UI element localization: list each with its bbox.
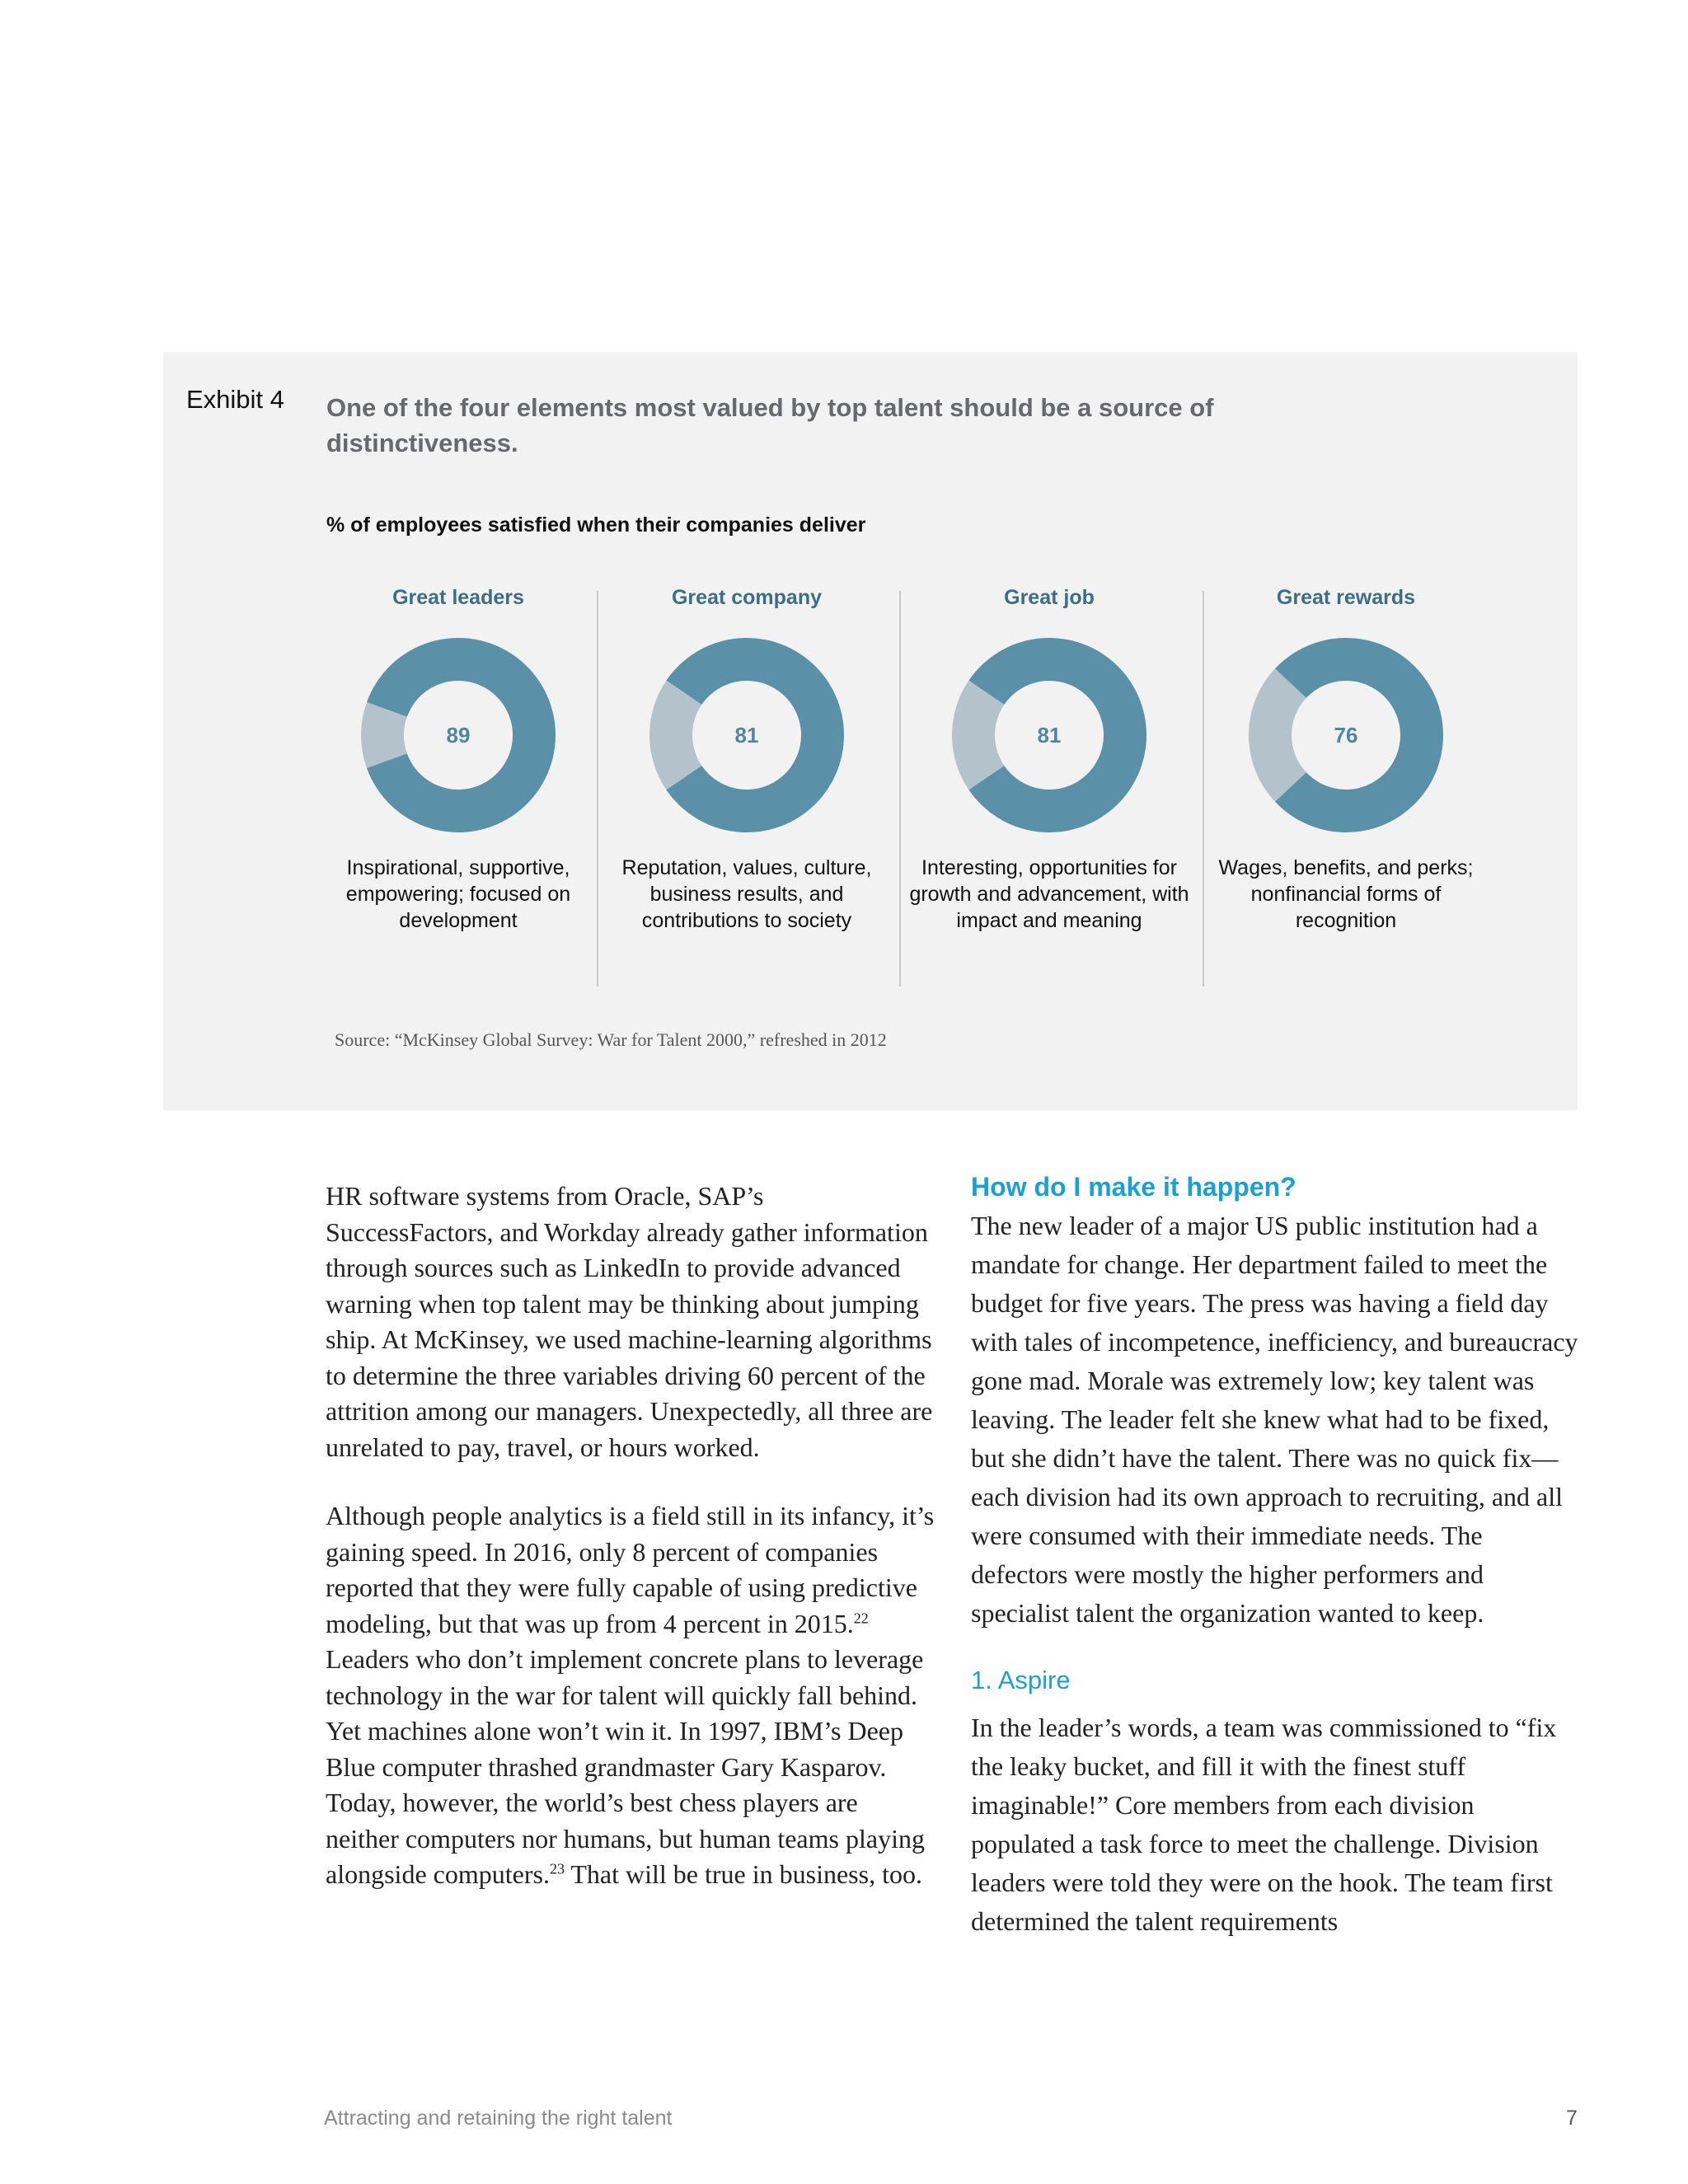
footnote-ref: 23 — [549, 1860, 565, 1877]
page-number: 7 — [1566, 2107, 1578, 2130]
donut-value-label: 81 — [1037, 723, 1062, 748]
footer-title: Attracting and retaining the right talent — [324, 2107, 673, 2130]
right-column — [971, 1170, 1581, 1941]
column-divider — [899, 591, 901, 987]
donut-chart — [946, 632, 1152, 838]
exhibit-source: Source: “McKinsey Global Survey: War for Talent 2000,” refreshed in 2012 — [335, 1029, 887, 1050]
body-text: Leaders who don’t implement concrete plans to leverage technology in the war for talent will quickly fall behind. Yet machines alone won’t win it. In 1997, IBM’s Deep Blue computer thrashed grandmaster Gary Kasparov. Today, however, the world’s best chess players are neither computers nor humans, but human teams playing alongside computers. — [326, 1644, 925, 1889]
donut-value-label: 76 — [1334, 723, 1358, 748]
body-text: That will be true in business, too. — [564, 1859, 922, 1889]
column-divider — [597, 591, 598, 987]
subsection-heading: 1. Aspire — [971, 1666, 1071, 1694]
donut-heading: Great job — [1004, 586, 1095, 609]
donut-chart — [355, 632, 561, 838]
body-paragraph — [326, 1498, 935, 1893]
donut-chart — [644, 632, 850, 838]
body-paragraph: The new leader of a major US public institution had a mandate for change. Her department failed to meet the budget for five years. The press was having a field day with tales of incompetence, inefficiency, and bureaucracy gone mad. Morale was extremely low; key talent was leaving. The leader felt she knew what had to be fixed, but she didn’t have the talent. There was no quick fix—each division had its own approach to recruiting, and all were consumed with their immediate needs. The defectors were mostly the higher performers and specialist talent the organization wanted to keep. — [971, 1211, 1578, 1628]
donut-value-label: 89 — [446, 723, 471, 748]
donut-great-rewards — [1202, 581, 1490, 934]
donut-description: Inspirational, supportive, empowering; focused on development — [345, 856, 571, 932]
exhibit-subtitle: % of employees satisfied when their companies deliver — [326, 513, 866, 537]
donut-heading: Great rewards — [1276, 586, 1416, 609]
body-paragraph: HR software systems from Oracle, SAP’s SuccessFactors, and Workday already gather information through sources such as LinkedIn to provide advanced warning when top talent may be thinking about jumping ship. At McKinsey, we used machine-learning algorithms to determine the three variables driving 60 percent of the attrition among our managers. Unexpectedly, all three are unrelated to pay, travel, or hours worked. — [326, 1181, 933, 1462]
left-column — [326, 1179, 935, 1893]
donut-description: Reputation, values, culture, business results, and contributions to society — [621, 856, 872, 932]
donut-heading: Great leaders — [392, 586, 524, 609]
donut-value-slice — [1275, 638, 1443, 832]
donut-value-label: 81 — [734, 723, 759, 748]
footnote-ref: 22 — [853, 1609, 869, 1626]
donut-chart — [1243, 632, 1449, 838]
donut-heading: Great company — [671, 586, 822, 609]
donut-description: Interesting, opportunities for growth and advancement, with impact and meaning — [909, 856, 1189, 932]
donut-description: Wages, benefits, and perks; nonfinancial forms of recognition — [1218, 856, 1474, 932]
exhibit-label: Exhibit 4 — [186, 385, 284, 414]
donut-great-leaders — [314, 581, 603, 934]
donut-great-job — [905, 581, 1193, 934]
section-heading: How do I make it happen? — [971, 1172, 1296, 1202]
body-paragraph: In the leader’s words, a team was commissioned to “fix the leaky bucket, and fill it with the finest stuff imaginable!” Core members from each division populated a task force to meet the challenge. Division leaders were told they were on the hook. The team first determined the talent requirements — [971, 1713, 1557, 1936]
body-text: Although people analytics is a field still in its infancy, it’s gaining speed. In 2016, only 8 percent of companies reported that they were fully capable of using predictive modeling, but that was up from 4 percent in 2015. — [326, 1501, 935, 1638]
donut-great-company — [603, 581, 891, 934]
exhibit-title: One of the four elements most valued by top talent should be a source of distinctiveness. — [326, 393, 1214, 457]
exhibit-panel — [163, 352, 1578, 1110]
